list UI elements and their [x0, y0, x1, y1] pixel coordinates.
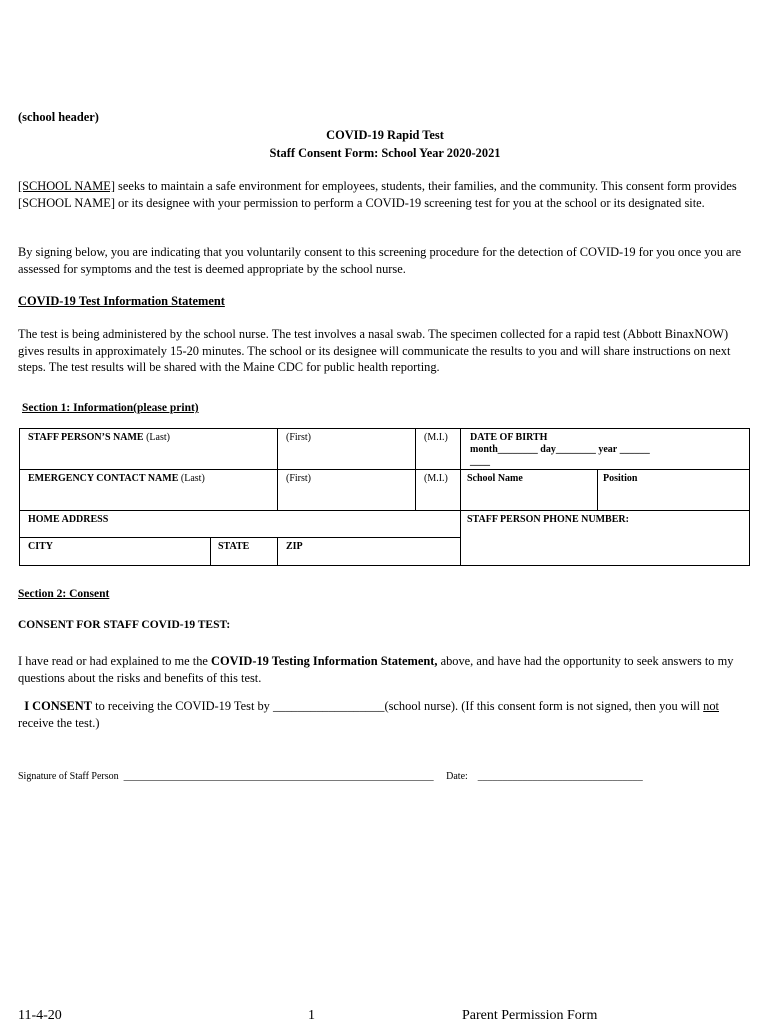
- intro-paragraph: [18, 178, 750, 211]
- date-line[interactable]: _________________________________: [477, 771, 643, 782]
- state-label: STATE: [218, 541, 250, 552]
- school-name-placeholder: [SCHOOL NAME]: [18, 179, 115, 193]
- dob-label: DATE OF BIRTH: [470, 432, 548, 443]
- footer-form-name: Parent Permission Form: [462, 1008, 598, 1023]
- school-name-label: School Name: [467, 473, 523, 484]
- zip-label: ZIP: [286, 541, 303, 552]
- consent-paragraph: I CONSENT to receiving the COVID-19 Test by __________________(school nurse). (If this consent form is not signed, then you will not receive the test.): [18, 699, 719, 730]
- signature-label: Signature of Staff Person: [18, 771, 119, 782]
- consent-title: CONSENT FOR STAFF COVID-19 TEST:: [18, 619, 231, 631]
- footer-date: 11-4-20: [18, 1008, 62, 1023]
- page-title: COVID-19 Rapid Test: [326, 128, 444, 142]
- city-label: CITY: [28, 541, 54, 552]
- signature-line[interactable]: ______________________________________________________________: [123, 771, 434, 782]
- voluntary-consent-paragraph: By signing below, you are indicating that you voluntarily consent to this screening procedure for the detection of COVID-19 for you once you are assessed for symptoms and the test is deemed appropriate by the school nurse.: [18, 245, 742, 276]
- phone-label: STAFF PERSON PHONE NUMBER:: [467, 514, 629, 525]
- info-statement-body: The test is being administered by the school nurse. The test involves a nasal swab. The specimen collected for a rapid test (Abbott BinaxNOW) gives results in approximately 15-20 minutes. The school or its designee will communicate the results to you and will share instructions on next steps. The test results will be shared with the Maine CDC for public health reporting.: [18, 327, 731, 374]
- section1-heading: Section 1: Information(please print): [22, 402, 199, 414]
- home-address-label: HOME ADDRESS: [28, 514, 109, 525]
- school-header: (school header): [18, 110, 99, 124]
- footer-page-number: 1: [308, 1008, 315, 1023]
- info-statement-heading: COVID-19 Test Information Statement: [18, 294, 225, 308]
- read-statement-paragraph: I have read or had explained to me the COVID-19 Testing Information Statement, above, and have had the opportunity to seek answers to my questions about the risks and benefits of this test.: [18, 654, 734, 685]
- dob-tail: ____: [470, 456, 490, 467]
- emergency-first-label: (First): [286, 473, 311, 484]
- emergency-contact-label: EMERGENCY CONTACT NAME (Last): [28, 473, 205, 484]
- emergency-mi-label: (M.I.): [424, 473, 448, 484]
- staff-first-label: (First): [286, 432, 311, 443]
- signature-row: [18, 771, 643, 782]
- page-subtitle: Staff Consent Form: School Year 2020-2021: [269, 146, 501, 160]
- date-label: Date:: [446, 771, 468, 782]
- section2-heading: Section 2: Consent: [18, 588, 110, 600]
- staff-mi-label: (M.I.): [424, 432, 448, 443]
- staff-name-label: STAFF PERSON’S NAME (Last): [28, 432, 170, 443]
- intro-text: seeks to maintain a safe environment for employees, students, their families, and the community. This consent form provides [SCHOOL NAME] or its designee with your permission to perform a COVID-19 screening test for you at the school or its designated site.: [18, 179, 737, 210]
- dob-fields: month________ day________ year ______: [470, 444, 650, 455]
- position-label: Position: [603, 473, 638, 484]
